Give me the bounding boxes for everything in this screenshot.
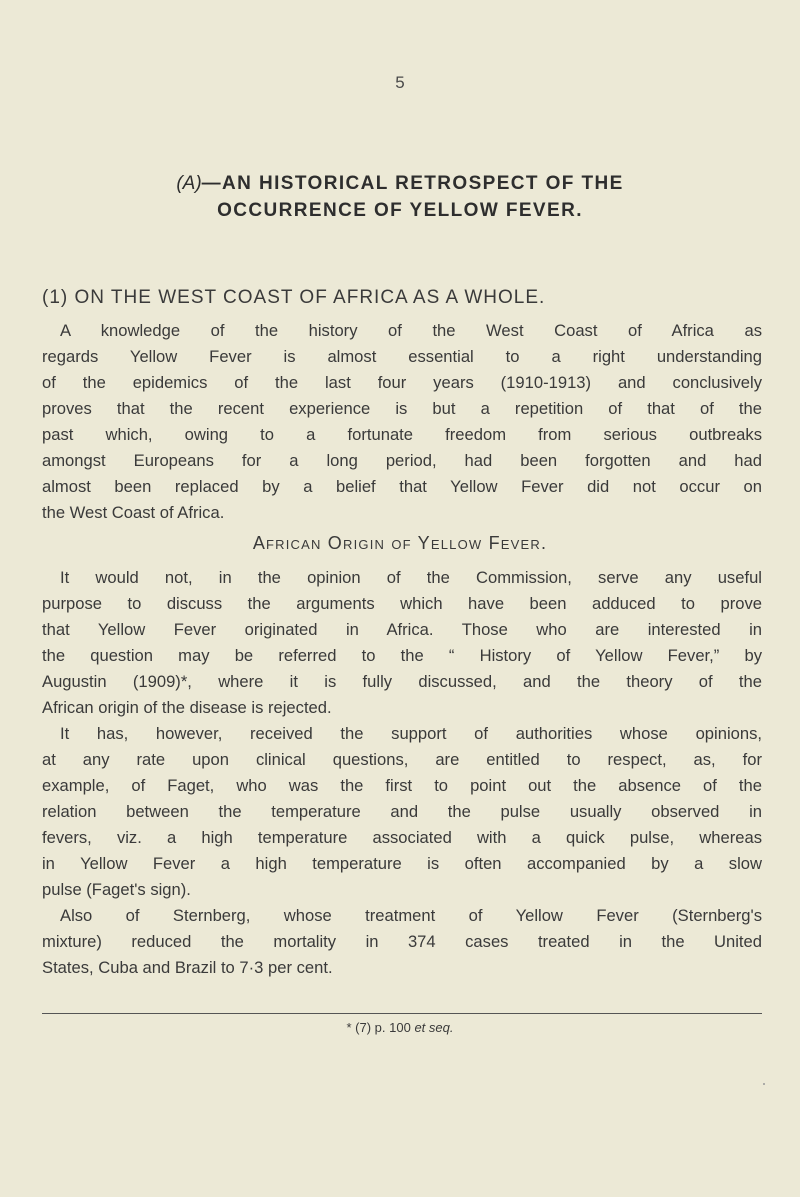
text-line: Also of Sternberg, whose treatment of Yellow Fever (Sternberg's [60, 906, 762, 925]
text-line: amongst Europeans for a long period, had been forgotten and had [42, 451, 762, 470]
text-line: regards Yellow Fever is almost essential to a right understanding [42, 347, 762, 366]
text-line: proves that the recent experience is but a repetition of that of the [42, 399, 762, 418]
paragraph-4 [42, 903, 762, 981]
text-line: African origin of the disease is rejected. [42, 698, 332, 717]
title-mark: (A) [176, 173, 202, 194]
text-line: relation between the temperature and the pulse usually observed in [42, 802, 762, 821]
text-line: at any rate upon clinical questions, are entitled to respect, as, for [42, 750, 762, 769]
text-line: in Yellow Fever a high temperature is often accompanied by a slow [42, 854, 762, 873]
footnote-text: * (7) p. 100 [346, 1020, 415, 1035]
page-number: 5 [395, 73, 405, 92]
text-line: the West Coast of Africa. [42, 503, 225, 522]
paper-speck [763, 1083, 765, 1085]
subheading: African Origin of Yellow Fever. [252, 533, 548, 553]
text-line: mixture) reduced the mortality in 374 cases treated in the United [42, 932, 762, 951]
text-line: example, of Faget, who was the first to point out the absence of the [42, 776, 762, 795]
text-line: almost been replaced by a belief that Yellow Fever did not occur on [42, 477, 762, 496]
text-line: A knowledge of the history of the West Coast of Africa as [60, 321, 762, 340]
paragraph-3 [42, 721, 762, 903]
text-line: of the epidemics of the last four years (1910-1913) and conclusively [42, 373, 762, 392]
text-line: pulse (Faget's sign). [42, 880, 191, 899]
footnote [0, 1020, 800, 1035]
section-heading: (1) ON THE WEST COAST OF AFRICA AS A WHOLE. [42, 287, 546, 308]
text-line: that Yellow Fever originated in Africa. Those who are interested in [42, 620, 762, 639]
paragraph-1 [42, 318, 762, 526]
text-line: States, Cuba and Brazil to 7·3 per cent. [42, 958, 333, 977]
footnote-divider [42, 1013, 762, 1014]
text-line: fevers, viz. a high temperature associated with a quick pulse, whereas [42, 828, 762, 847]
title-line-2: OCCURRENCE OF YELLOW FEVER. [217, 200, 583, 221]
title-line-1 [0, 170, 800, 197]
footnote-italic: et seq. [414, 1020, 454, 1035]
text-line: the question may be referred to the “ History of Yellow Fever,” by [42, 646, 762, 665]
text-line: Augustin (1909)*, where it is fully discussed, and the theory of the [42, 672, 762, 691]
text-line: It has, however, received the support of authorities whose opinions, [60, 724, 762, 743]
page-title [0, 170, 800, 224]
title-text-1: —AN HISTORICAL RETROSPECT OF THE [201, 173, 624, 194]
text-line: past which, owing to a fortunate freedom from serious outbreaks [42, 425, 762, 444]
text-line: It would not, in the opinion of the Commission, serve any useful [60, 568, 762, 587]
paragraph-2 [42, 565, 762, 721]
text-line: purpose to discuss the arguments which have been adduced to prove [42, 594, 762, 613]
